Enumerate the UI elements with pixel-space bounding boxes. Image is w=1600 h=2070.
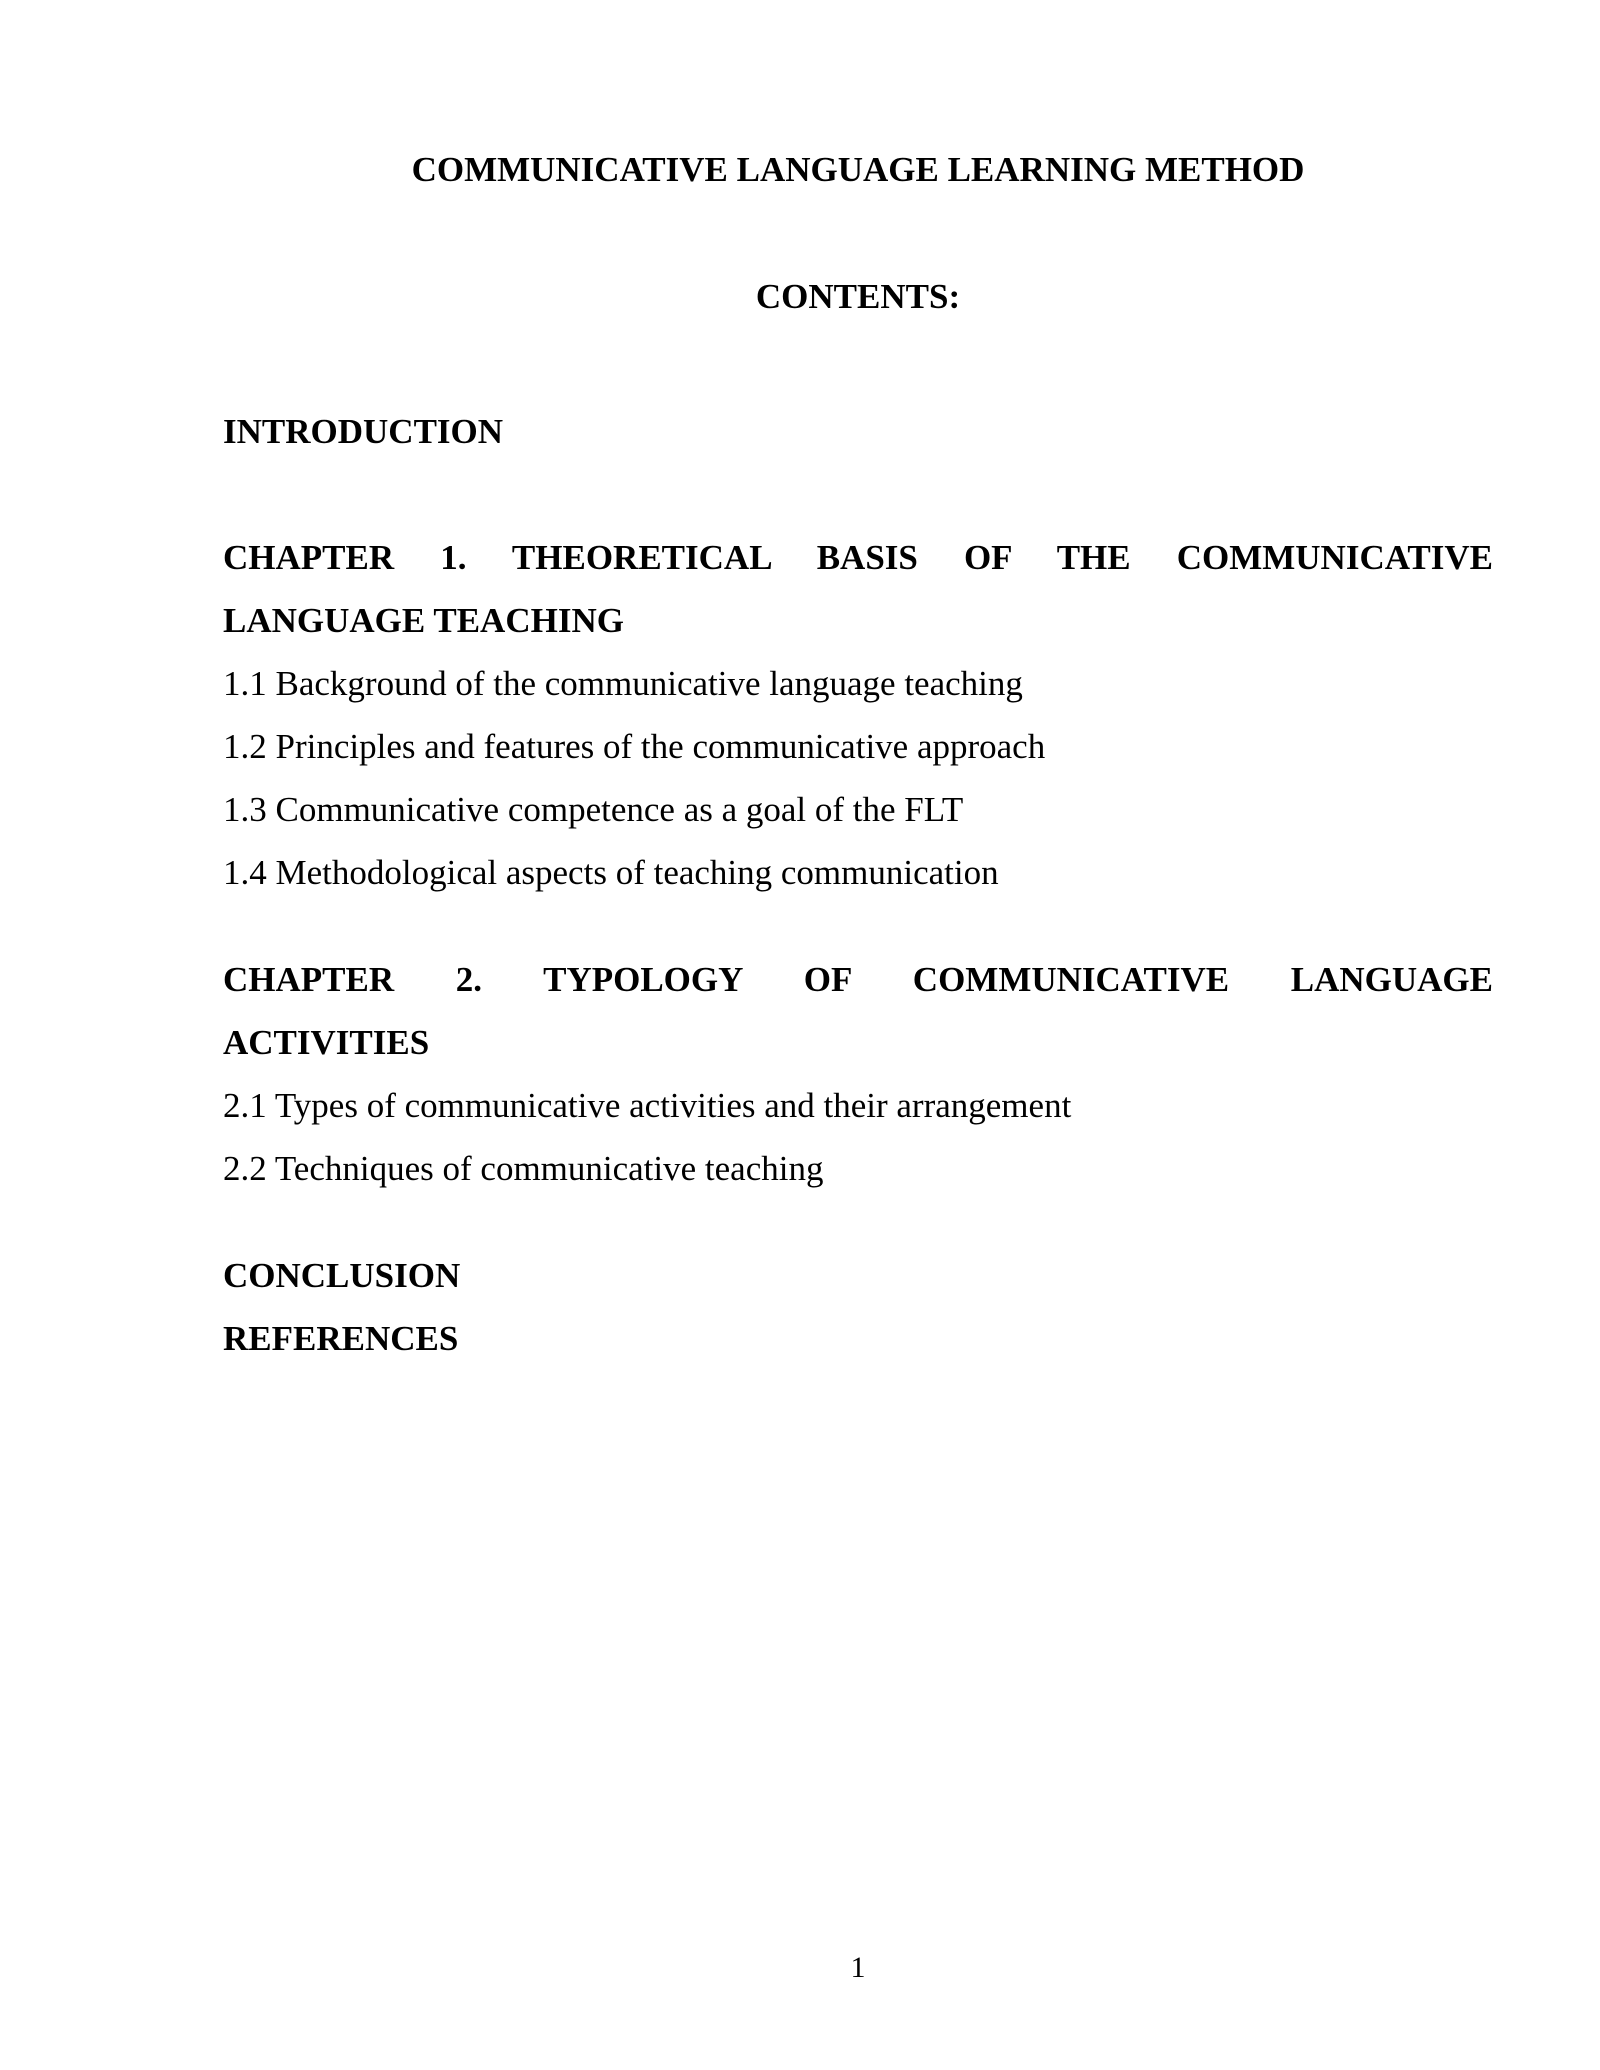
page-number: 1: [850, 1951, 866, 1984]
toc-introduction: INTRODUCTION: [223, 412, 504, 451]
toc-chapter1-heading: [223, 526, 1493, 652]
toc-chapter2-heading-line1: CHAPTER 2. TYPOLOGY OF COMMUNICATIVE LANGUAGE: [223, 960, 1493, 999]
toc-section-1-3: 1.3 Communicative competence as a goal of the FLT: [223, 790, 964, 829]
toc-chapter1-heading-line2: LANGUAGE TEACHING: [223, 601, 624, 640]
toc-chapter2-heading-line2: ACTIVITIES: [223, 1023, 430, 1062]
toc-section-2-2: 2.2 Techniques of communicative teaching: [223, 1149, 824, 1188]
document-title: COMMUNICATIVE LANGUAGE LEARNING METHOD: [411, 150, 1305, 189]
toc-chapter1-heading-line1: CHAPTER 1. THEORETICAL BASIS OF THE COMMUNICATIVE: [223, 538, 1493, 577]
toc-section-1-4: 1.4 Methodological aspects of teaching communication: [223, 853, 999, 892]
toc-section-2-1: 2.1 Types of communicative activities and their arrangement: [223, 1086, 1072, 1125]
contents-heading: CONTENTS:: [755, 277, 961, 316]
toc-chapter2-heading: [223, 948, 1493, 1074]
toc-section-1-2: 1.2 Principles and features of the communicative approach: [223, 727, 1046, 766]
table-of-contents: [223, 400, 1493, 1370]
toc-section-1-1: 1.1 Background of the communicative language teaching: [223, 664, 1023, 703]
toc-references: REFERENCES: [223, 1319, 459, 1358]
toc-conclusion: CONCLUSION: [223, 1256, 461, 1295]
